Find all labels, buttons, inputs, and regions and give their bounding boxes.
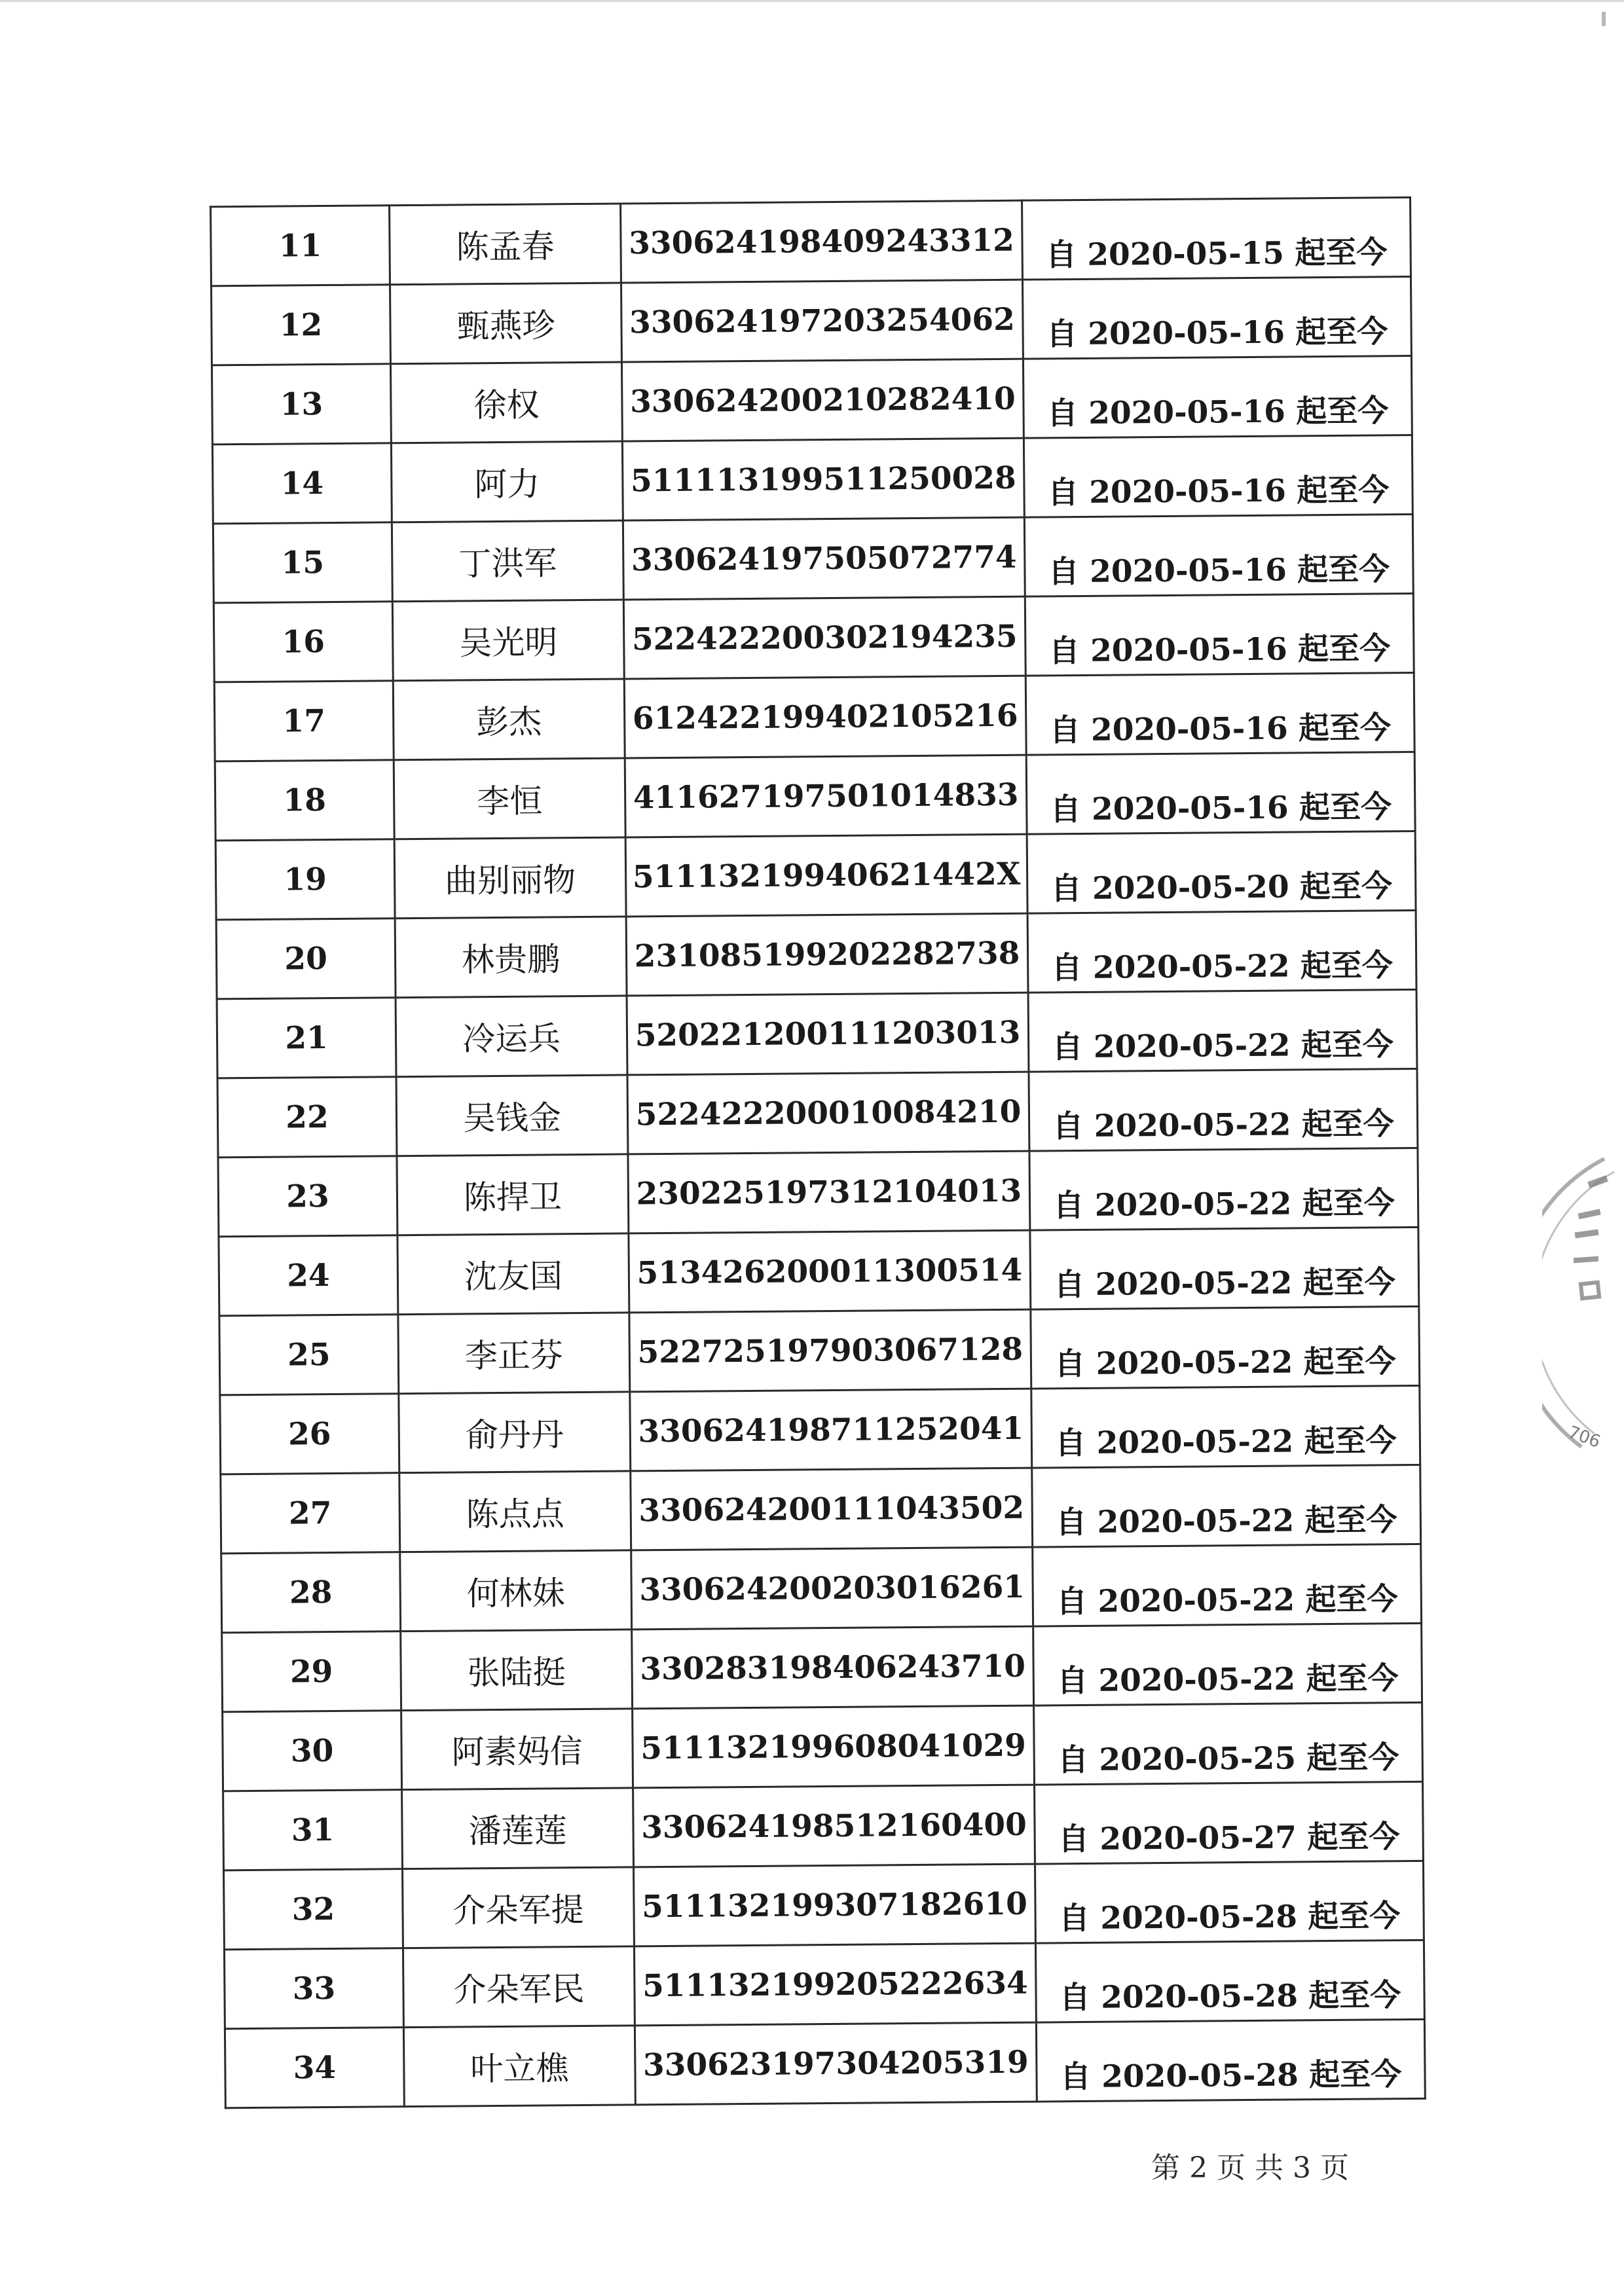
row-number: 11 (211, 206, 390, 286)
row-number: 28 (221, 1552, 401, 1633)
person-name: 陈孟春 (390, 204, 621, 285)
person-name: 潘莲莲 (402, 1788, 634, 1869)
period: 自 2020-05-20 起至今 (1027, 831, 1416, 913)
table-row (223, 1702, 1423, 1791)
person-name: 沈友国 (397, 1233, 629, 1315)
seal-ring (1542, 1159, 1604, 1447)
table-row (214, 672, 1414, 761)
person-name: 阿力 (391, 441, 623, 522)
period: 自 2020-05-22 起至今 (1031, 1385, 1420, 1468)
period: 自 2020-05-27 起至今 (1035, 1781, 1424, 1864)
row-number: 29 (222, 1631, 401, 1712)
register-table (210, 196, 1426, 2109)
person-name: 阿素妈信 (401, 1709, 633, 1790)
period: 自 2020-05-16 起至今 (1025, 593, 1414, 676)
table-row (216, 910, 1416, 998)
seal-inner-ring (1542, 1172, 1614, 1434)
period: 自 2020-05-16 起至今 (1024, 514, 1413, 596)
row-number: 25 (219, 1315, 399, 1395)
person-name: 介朵军提 (403, 1867, 635, 1948)
table-row (211, 198, 1411, 286)
table-row (213, 514, 1413, 602)
id-number: 511132199205222634 (634, 1943, 1036, 2026)
period: 自 2020-05-22 起至今 (1031, 1306, 1420, 1389)
period: 自 2020-05-22 起至今 (1033, 1623, 1422, 1705)
row-number: 20 (216, 919, 396, 999)
person-name: 彭杰 (393, 679, 625, 760)
person-name: 俞丹丹 (399, 1392, 631, 1473)
id-number: 522422200302194235 (623, 596, 1025, 679)
period: 自 2020-05-22 起至今 (1032, 1465, 1421, 1547)
id-number: 411627197501014833 (625, 755, 1027, 837)
id-number: 522725197903067128 (629, 1309, 1031, 1392)
person-name: 李恒 (394, 758, 625, 839)
row-number: 14 (212, 443, 392, 524)
id-number: 330624197203254062 (621, 280, 1023, 362)
row-number: 26 (220, 1394, 399, 1474)
table-row (225, 2019, 1425, 2107)
id-number: 511113199511250028 (622, 438, 1024, 520)
table-row (215, 752, 1415, 840)
person-name: 何林妹 (400, 1550, 632, 1631)
official-seal-fragment (1542, 1133, 1624, 1473)
table-row (220, 1385, 1420, 1474)
page-number: 第 2 页 共 3 页 (1151, 2151, 1349, 2185)
row-number: 12 (212, 285, 391, 365)
table-row (219, 1306, 1420, 1394)
table-row (218, 1148, 1418, 1236)
table-row (221, 1465, 1421, 1553)
id-number: 330624198512160400 (633, 1785, 1035, 1867)
id-number: 51113219940621442X (625, 834, 1027, 917)
id-number: 231085199202282738 (626, 913, 1028, 996)
id-number: 520221200111203013 (627, 993, 1029, 1075)
row-number: 33 (224, 1948, 403, 2029)
row-number: 21 (217, 998, 396, 1078)
table-row (224, 1940, 1424, 2028)
period: 自 2020-05-25 起至今 (1034, 1702, 1423, 1785)
scan-edge (0, 0, 1624, 2)
period: 自 2020-05-16 起至今 (1024, 435, 1412, 518)
row-number: 18 (215, 760, 394, 841)
seal-number: 706 (1565, 1422, 1603, 1452)
row-number: 32 (224, 1869, 403, 1950)
table-row (223, 1781, 1424, 1870)
row-number: 15 (213, 522, 392, 603)
person-name: 陈点点 (399, 1471, 631, 1552)
period: 自 2020-05-16 起至今 (1025, 672, 1414, 755)
table-body (211, 198, 1426, 2108)
period: 自 2020-05-22 起至今 (1030, 1227, 1419, 1309)
person-name: 叶立樵 (403, 2026, 635, 2107)
id-number: 511132199608041029 (633, 1705, 1035, 1788)
table-row (217, 989, 1417, 1078)
id-number: 330624200111043502 (631, 1468, 1033, 1550)
period: 自 2020-05-22 起至今 (1029, 1148, 1418, 1230)
row-number: 30 (223, 1711, 402, 1791)
id-number: 612422199402105216 (624, 676, 1026, 758)
scan-mark (1602, 12, 1606, 26)
period: 自 2020-05-16 起至今 (1023, 356, 1412, 439)
person-name: 冷运兵 (396, 996, 627, 1077)
person-name: 徐权 (390, 362, 622, 443)
period: 自 2020-05-15 起至今 (1022, 198, 1411, 280)
row-number: 19 (215, 839, 395, 920)
table-row (215, 831, 1416, 919)
table-row (217, 1068, 1418, 1157)
period: 自 2020-05-16 起至今 (1022, 277, 1411, 359)
person-name: 陈捍卫 (397, 1154, 629, 1235)
row-number: 31 (223, 1790, 403, 1870)
id-number: 513426200011300514 (629, 1230, 1031, 1313)
seal-glyphs (1574, 1175, 1608, 1298)
person-name: 吴钱金 (396, 1075, 628, 1156)
table-row (213, 593, 1414, 682)
table-row (212, 277, 1412, 365)
id-number: 330624200210282410 (621, 359, 1024, 441)
person-name: 介朵军民 (403, 1946, 635, 2028)
table-row (222, 1623, 1422, 1711)
person-name: 吴光明 (392, 600, 624, 681)
period: 自 2020-05-28 起至今 (1036, 2019, 1425, 2102)
row-number: 23 (218, 1156, 397, 1237)
row-number: 22 (217, 1077, 397, 1157)
id-number: 230225197312104013 (628, 1151, 1030, 1233)
id-number: 330283198406243710 (632, 1626, 1034, 1709)
row-number: 27 (221, 1473, 400, 1554)
period: 自 2020-05-22 起至今 (1033, 1544, 1422, 1626)
table-row (224, 1861, 1424, 1949)
table-row (219, 1227, 1419, 1315)
person-name: 丁洪军 (392, 520, 623, 602)
period: 自 2020-05-28 起至今 (1035, 1940, 1424, 2022)
row-number: 24 (219, 1235, 398, 1316)
person-name: 曲别丽物 (394, 837, 626, 919)
period: 自 2020-05-22 起至今 (1028, 989, 1417, 1072)
id-number: 330624197505072774 (623, 517, 1025, 600)
table-row (221, 1544, 1422, 1632)
table-row (212, 435, 1412, 524)
row-number: 13 (212, 364, 391, 445)
person-name: 张陆挺 (401, 1630, 633, 1711)
id-number: 330624200203016261 (631, 1547, 1033, 1630)
person-name: 李正芬 (398, 1313, 630, 1394)
person-name: 甄燕珍 (390, 283, 622, 364)
id-number: 330624198711252041 (630, 1389, 1032, 1471)
period: 自 2020-05-22 起至今 (1029, 1068, 1418, 1151)
row-number: 16 (213, 602, 393, 682)
row-number: 34 (225, 2028, 404, 2108)
id-number: 330623197304205319 (635, 2022, 1037, 2105)
id-number: 330624198409243312 (621, 200, 1023, 283)
person-name: 林贵鹏 (395, 917, 627, 998)
period: 自 2020-05-28 起至今 (1035, 1861, 1424, 1943)
id-number: 511132199307182610 (634, 1864, 1036, 1946)
period: 自 2020-05-16 起至今 (1026, 752, 1415, 834)
table-row (212, 356, 1412, 445)
row-number: 17 (214, 681, 394, 761)
period: 自 2020-05-22 起至今 (1027, 910, 1416, 993)
id-number: 522422200010084210 (627, 1072, 1029, 1154)
